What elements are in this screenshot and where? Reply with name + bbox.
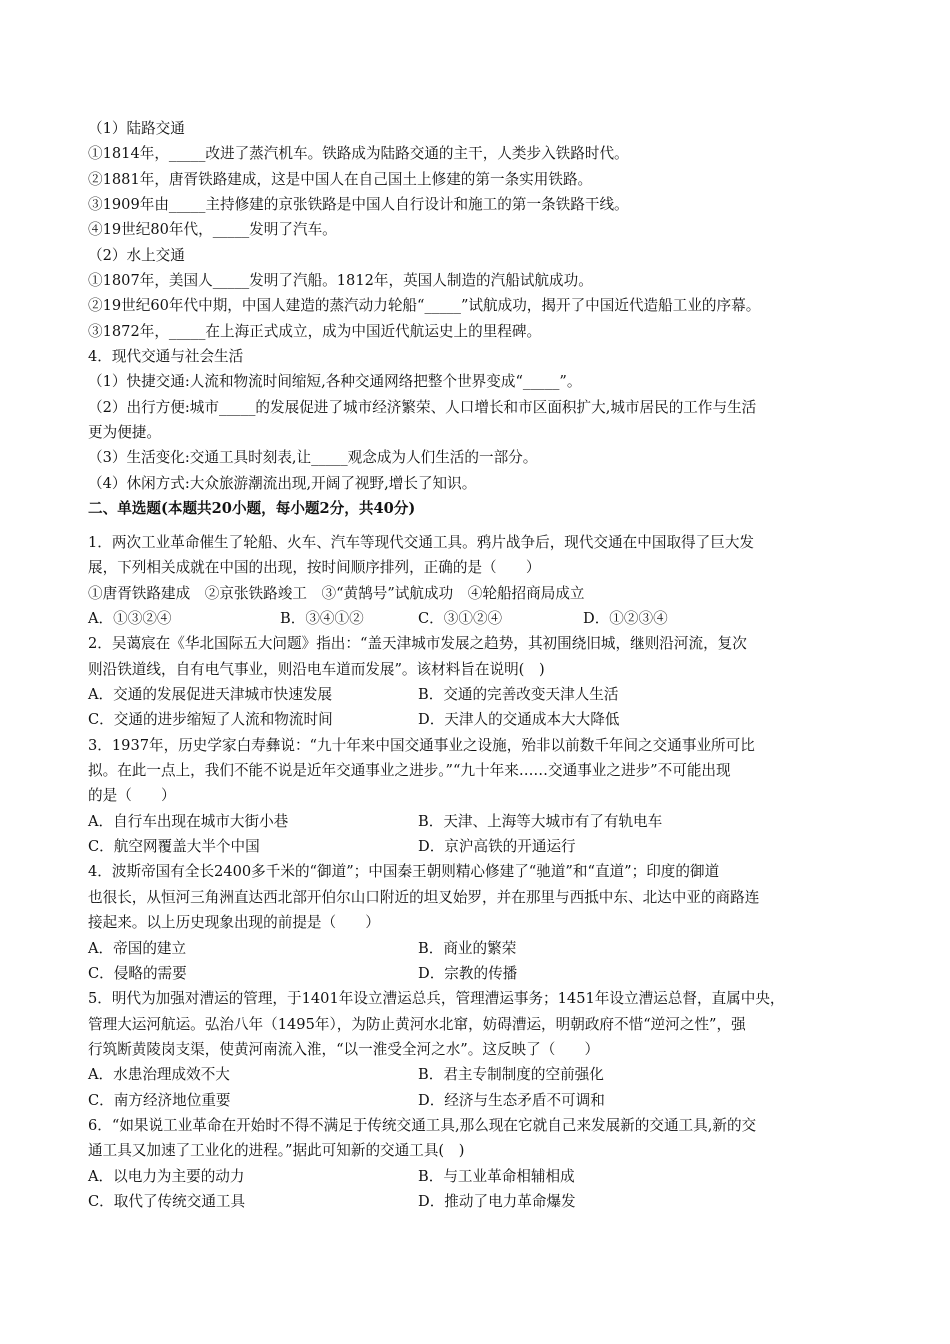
option-row [88, 1088, 868, 1113]
option-row [88, 1062, 868, 1087]
question-5 [88, 986, 868, 1113]
land-transport-title: （1）陆路交通 [88, 120, 185, 137]
option-d[interactable]: D．①②③④ [583, 610, 668, 628]
question-text: 接起来。以上历史现象出现的前提是（ ） [88, 914, 380, 932]
section-heading: 二、单选题(本题共20小题，每小题2分，共40分) [88, 500, 416, 518]
option-c[interactable]: C．③①②④ [418, 610, 503, 628]
question-text: 拟。在此一点上，我们不能不说是近年交通事业之进步。”“九十年来……交通事业之进步”不可能出现 [88, 762, 731, 780]
question-text: 6．“如果说工业革命在开始时不得不满足于传统交通工具,那么现在它就自己来发展新的交通工具,新的交 [88, 1116, 757, 1134]
fill-item: ①1814年，_____改进了蒸汽机车。铁路成为陆路交通的主干，人类步入铁路时代。 [88, 145, 629, 163]
option-d[interactable]: D．经济与生态矛盾不可调和 [418, 1091, 605, 1109]
fill-item: ②1881年，唐胥铁路建成，这是中国人在自己国土上修建的第一条实用铁路。 [88, 170, 593, 188]
question-text: 的是（ ） [88, 787, 176, 805]
question-text: 3．1937年，历史学家白寿彝说：“九十年来中国交通事业之设施，殆非以前数千年间之交通事业所可比 [88, 736, 755, 754]
question-2 [88, 631, 868, 732]
option-b[interactable]: B．天津、上海等大城市有了有轨电车 [418, 812, 663, 830]
question-text: 管理大运河航运。弘治八年（1495年），为防止黄河水北窜，妨碍漕运，明朝政府不惜“逆河之性”，强 [88, 1015, 746, 1033]
question-6 [88, 1113, 868, 1214]
question-text: 也很长，从恒河三角洲直达西北部开伯尔山口附近的坦叉始罗，并在那里与西抵中东、北达中亚的商路连 [88, 888, 760, 906]
question-4 [88, 859, 868, 986]
fill-item: ③1909年由_____主持修建的京张铁路是中国人自行设计和施工的第一条铁路干线。 [88, 196, 629, 214]
fill-item: （2）出行方便:城市_____的发展促进了城市经济繁荣、人口增长和市区面积扩大,城市居民的工作与生活 [88, 398, 757, 416]
fill-item: ④19世纪80年代，_____发明了汽车。 [88, 221, 337, 239]
option-b[interactable]: B．③④①② [280, 610, 364, 628]
option-b[interactable]: B．与工业革命相辅相成 [418, 1167, 575, 1185]
option-b[interactable]: B．商业的繁荣 [418, 939, 517, 957]
question-3 [88, 733, 868, 860]
option-row [88, 707, 868, 732]
fill-item: （1）快捷交通:人流和物流时间缩短,各种交通网络把整个世界变成“_____”。 [88, 373, 582, 391]
question-list [88, 530, 868, 1214]
option-row [88, 682, 868, 707]
question-text: 5．明代为加强对漕运的管理，于1401年设立漕运总兵，管理漕运事务；1451年设立漕运总督，直属中央， [88, 990, 785, 1008]
option-row [88, 809, 868, 834]
fill-item: ①1807年，美国人_____发明了汽船。1812年，英国人制造的汽船试航成功。 [88, 272, 593, 290]
option-a[interactable]: A．①③②④ [88, 610, 172, 628]
option-row [88, 1164, 868, 1189]
option-a[interactable]: A．水患治理成效不大 [88, 1066, 230, 1084]
question-text: 行筑断黄陵岗支渠，使黄河南流入淮，“以一淮受全河之水”。这反映了（ ） [88, 1040, 600, 1058]
option-c[interactable]: C．取代了传统交通工具 [88, 1192, 246, 1210]
option-row [88, 1189, 868, 1214]
question-text: 展，下列相关成就在中国的出现，按时间顺序排列，正确的是（ ） [88, 559, 541, 577]
water-transport-title: （2）水上交通 [88, 246, 185, 264]
option-row [88, 936, 868, 961]
question-1 [88, 530, 868, 631]
modern-transport-title: 4．现代交通与社会生活 [88, 348, 244, 366]
option-c[interactable]: C．航空网覆盖大半个中国 [88, 838, 260, 856]
question-text: 2．吴蔼宸在《华北国际五大问题》指出：“盖天津城市发展之趋势，其初围绕旧城，继则沿河流，复次 [88, 635, 747, 653]
option-a[interactable]: A．自行车出现在城市大街小巷 [88, 812, 289, 830]
fill-item: ③1872年，_____在上海正式成立，成为中国近代航运史上的里程碑。 [88, 322, 542, 340]
option-d[interactable]: D．天津人的交通成本大大降低 [418, 711, 620, 729]
option-b[interactable]: B．交通的完善改变天津人生活 [418, 686, 619, 704]
fill-item: （4）休闲方式:大众旅游潮流出现,开阔了视野,增长了知识。 [88, 474, 477, 492]
option-row [88, 834, 868, 859]
question-text: ①唐胥铁路建成 ②京张铁路竣工 ③“黄鹄号”试航成功 ④轮船招商局成立 [88, 584, 585, 602]
question-text: 4．波斯帝国有全长2400多千米的“御道”；中国秦王朝则精心修建了“驰道”和“直道”；印度的御道 [88, 863, 720, 881]
option-c[interactable]: C．侵略的需要 [88, 964, 187, 982]
option-b[interactable]: B．君主专制制度的空前强化 [418, 1066, 604, 1084]
option-row [88, 606, 868, 631]
option-d[interactable]: D．宗教的传播 [418, 964, 518, 982]
option-d[interactable]: D．京沪高铁的开通运行 [418, 838, 576, 856]
option-row [88, 961, 868, 986]
question-text: 1．两次工业革命催生了轮船、火车、汽车等现代交通工具。鸦片战争后，现代交通在中国取得了巨大发 [88, 534, 755, 551]
question-text: 则沿铁道线，自有电气事业，则沿电车道而发展”。该材料旨在说明( ) [88, 660, 545, 678]
fill-item: （3）生活变化:交通工具时刻表,让_____观念成为人们生活的一部分。 [88, 449, 538, 467]
fill-item: ②19世纪60年代中期，中国人建造的蒸汽动力轮船“_____”试航成功，揭开了中国近代造船工业的序幕。 [88, 297, 761, 315]
option-c[interactable]: C．南方经济地位重要 [88, 1091, 231, 1109]
option-a[interactable]: A．帝国的建立 [88, 939, 187, 957]
option-a[interactable]: A．交通的发展促进天津城市快速发展 [88, 686, 333, 704]
fill-item: 更为便捷。 [88, 424, 161, 442]
question-text: 通工具又加速了工业化的进程。”据此可知新的交通工具( ) [88, 1142, 465, 1160]
option-c[interactable]: C．交通的进步缩短了人流和物流时间 [88, 711, 333, 729]
option-a[interactable]: A．以电力为主要的动力 [88, 1167, 245, 1185]
option-d[interactable]: D．推动了电力革命爆发 [418, 1192, 576, 1210]
document-page [88, 116, 868, 1214]
